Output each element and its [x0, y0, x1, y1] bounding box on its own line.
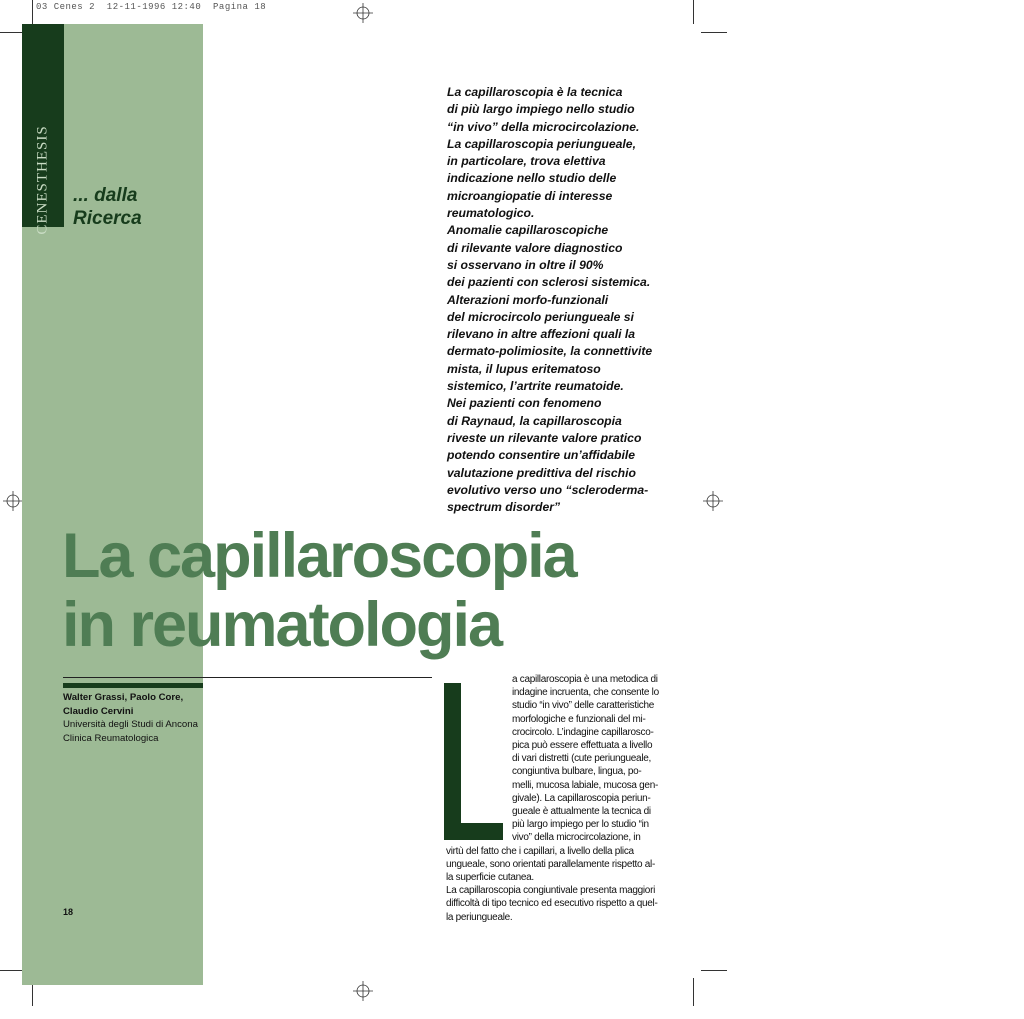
author-block — [63, 691, 198, 745]
body-line: melli, mucosa labiale, mucosa gen- — [512, 779, 658, 791]
article-title-line: La capillaroscopia — [62, 521, 576, 591]
abstract-line: valutazione predittiva del rischio — [447, 465, 636, 480]
crop-mark — [693, 0, 694, 24]
author-names: Claudio Cervini — [63, 705, 134, 717]
abstract-line: rilevano in altre affezioni quali la — [447, 327, 636, 342]
body-line: di vari distretti (cute periungueale, — [512, 753, 651, 765]
print-slug: 03 Cenes 2 12-11-1996 12:40 Pagina 18 — [36, 2, 267, 12]
body-line: crocircolo. L’indagine capillarosco- — [512, 726, 654, 738]
body-text — [446, 673, 666, 924]
registration-mark-icon — [703, 491, 723, 511]
abstract-line: indicazione nello studio delle — [447, 171, 617, 186]
registration-mark-icon — [353, 3, 373, 23]
abstract-line: La capillaroscopia è la tecnica — [447, 85, 623, 99]
abstract-line: di più largo impiego nello studio — [447, 102, 635, 117]
abstract-line: microangiopatie di interesse — [447, 188, 613, 203]
body-line: givale). La capillaroscopia periun- — [512, 792, 651, 804]
registration-mark-icon — [353, 981, 373, 1001]
abstract-line: spectrum disorder” — [447, 500, 561, 515]
page-number: 18 — [63, 907, 74, 917]
body-line: difficoltà di tipo tecnico ed esecutivo rispetto a quel- — [446, 898, 658, 910]
body-line: La capillaroscopia congiuntivale presenta maggiori — [446, 885, 656, 897]
abstract-line: mista, il lupus eritematoso — [447, 361, 601, 376]
abstract-line: dermato-polimiosite, la connettivite — [447, 344, 653, 359]
abstract-line: Anomalie capillaroscopiche — [447, 223, 609, 238]
crop-mark — [693, 978, 694, 1006]
abstract-line: reumatologico. — [447, 206, 535, 221]
title-divider — [63, 677, 432, 678]
abstract-line: Nei pazienti con fenomeno — [447, 396, 602, 411]
abstract-line: di Raynaud, la capillaroscopia — [447, 413, 622, 428]
body-line: vivo” della microcircolazione, in — [512, 832, 641, 844]
section-heading — [73, 184, 142, 230]
abstract-line: evolutivo verso uno “scleroderma- — [447, 482, 649, 497]
section-heading-line: ... dalla — [73, 185, 138, 206]
body-line: morfologiche e funzionali del mi- — [512, 713, 646, 725]
author-names: Walter Grassi, Paolo Core, — [63, 692, 184, 703]
body-line: ungueale, sono orientati parallelamente rispetto al- — [446, 858, 655, 870]
body-line: più largo impiego per lo studio “in — [512, 819, 649, 831]
body-line: a capillaroscopia è una metodica di — [512, 674, 658, 685]
body-line: virtù del fatto che i capillari, a livello della plica — [446, 845, 634, 857]
abstract-line: sistemico, l’artrite reumatoide. — [447, 379, 624, 394]
body-line: studio “in vivo” delle caratteristiche — [512, 700, 654, 712]
article-title — [62, 522, 576, 660]
abstract-line: Alterazioni morfo-funzionali — [447, 292, 609, 307]
abstract-line: di rilevante valore diagnostico — [447, 240, 623, 255]
crop-mark — [32, 0, 33, 24]
affiliation: Università degli Studi di Ancona — [63, 719, 198, 730]
body-line: pica può essere effettuata a livello — [512, 740, 653, 752]
crop-mark — [0, 32, 24, 33]
accent-rule — [63, 683, 203, 688]
abstract-line: del microcircolo periungueale si — [447, 309, 634, 324]
article-title-line: in reumatologia — [62, 590, 502, 660]
abstract-line: in particolare, trova elettiva — [447, 154, 606, 169]
section-heading-line: Ricerca — [73, 208, 142, 229]
crop-mark — [0, 970, 24, 971]
registration-mark-icon — [3, 491, 23, 511]
abstract-line: potendo consentire un’affidabile — [447, 448, 636, 463]
abstract — [447, 84, 697, 516]
crop-mark — [701, 970, 727, 971]
journal-name: CENESTHESIS — [34, 125, 51, 235]
body-line: la superficie cutanea. — [446, 872, 534, 884]
body-line: congiuntiva bulbare, lingua, po- — [512, 766, 642, 778]
abstract-line: riveste un rilevante valore pratico — [447, 430, 642, 445]
affiliation: Clinica Reumatologica — [63, 732, 159, 744]
abstract-line: “in vivo” della microcircolazione. — [447, 119, 640, 134]
crop-mark — [701, 32, 727, 33]
body-line: la periungueale. — [446, 911, 513, 923]
body-line: gueale è attualmente la tecnica di — [512, 806, 651, 818]
abstract-line: si osservano in oltre il 90% — [447, 257, 604, 272]
abstract-line: dei pazienti con sclerosi sistemica. — [447, 275, 651, 290]
abstract-line: La capillaroscopia periungueale, — [447, 136, 636, 151]
body-line: indagine incruenta, che consente lo — [512, 687, 659, 699]
